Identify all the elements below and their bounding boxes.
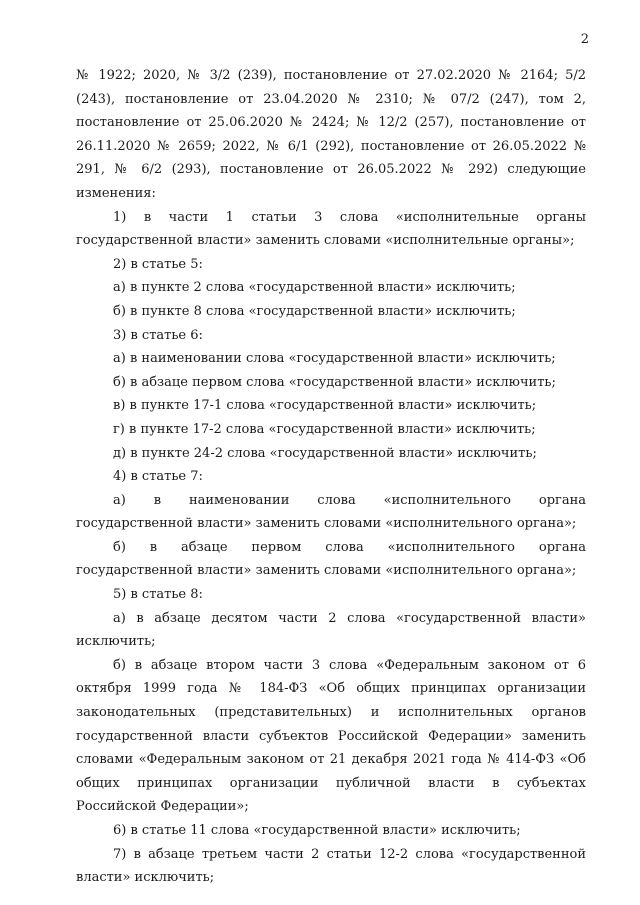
- paragraph: в) в пункте 17-1 слова «государственной власти» исключить;: [113, 398, 537, 414]
- paragraph: 6) в статье 11 слова «государственной власти» исключить;: [113, 823, 521, 838]
- paragraph: 1) в части 1 статьи 3 слова «исполнительные органы государственной власти» заменить словами «исполнительные органы»;: [76, 209, 586, 249]
- paragraph: 5) в статье 8:: [113, 587, 203, 603]
- document-body: [76, 64, 586, 890]
- paragraph: 2) в статье 5:: [113, 256, 203, 272]
- paragraph: 3) в статье 6:: [113, 327, 203, 343]
- paragraph: 4) в статье 7:: [113, 469, 203, 485]
- paragraph: а) в пункте 2 слова «государственной власти» исключить;: [113, 280, 516, 296]
- paragraph: а) в абзаце десятом части 2 слова «государственной власти» исключить;: [76, 610, 586, 650]
- page-number: 2: [580, 32, 589, 47]
- paragraph: д) в пункте 24-2 слова «государственной власти» исключить;: [113, 445, 537, 461]
- paragraph: 7) в абзаце третьем части 2 статьи 12-2 слова «государственной власти» исключить;: [76, 846, 586, 886]
- paragraph: а) в наименовании слова «исполнительного органа государственной власти» заменить словами «исполнительного органа»;: [76, 492, 586, 532]
- paragraph: № 1922; 2020, № 3/2 (239), постановление от 27.02.2020 № 2164; 5/2 (243), постановление от 23.04.2020 № 2310; № 07/2 (247), том 2, постановление от 25.06.2020 № 2424; № 12/2 (257), постановление от 26.11.2020 № 2659; 2022, № 6/1 (292), постановление от 26.05.2022 № 291, № 6/2 (293), постановление от 26.05.2022 № 292) следующие изменения:: [76, 68, 586, 201]
- paragraph: а) в наименовании слова «государственной власти» исключить;: [113, 351, 556, 367]
- paragraph: г) в пункте 17-2 слова «государственной власти» исключить;: [113, 421, 536, 437]
- paragraph: б) в абзаце втором части 3 слова «Федеральным законом от 6 октября 1999 года № 184-ФЗ «Об общих принципах организации законодательных (представительных) и исполнительных органов государственной власти субъектов Российской Федерации» заменить словами «Федеральным законом от 21 декабря 2021 года № 414-ФЗ «Об общих принципах организации публичной власти в субъектах Российской Федерации»;: [76, 657, 586, 815]
- paragraph: б) в абзаце первом слова «исполнительного органа государственной власти» заменить словами «исполнительного органа»;: [76, 539, 586, 579]
- paragraph: б) в пункте 8 слова «государственной власти» исключить;: [113, 303, 516, 319]
- paragraph: б) в абзаце первом слова «государственной власти» исключить;: [113, 374, 556, 390]
